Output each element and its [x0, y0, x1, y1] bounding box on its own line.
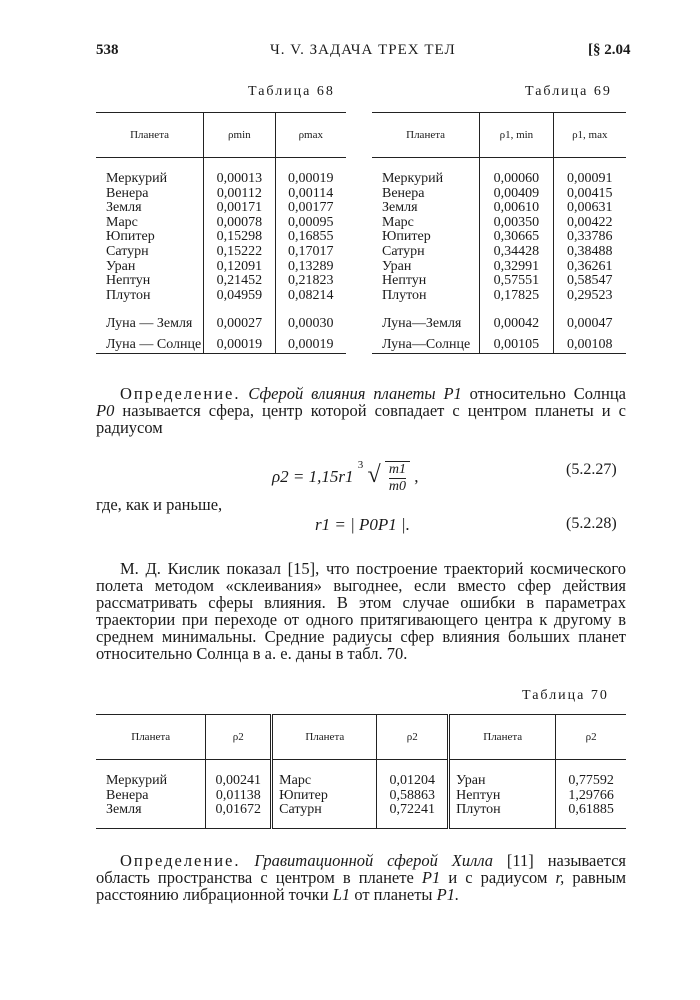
value-min: 0,30665: [480, 230, 553, 245]
table-row: [96, 216, 346, 231]
definition-term: Гравитационной сферой Хилла: [254, 851, 493, 870]
formula-5-2-27: [272, 458, 419, 495]
planet-name: Марс: [382, 214, 414, 230]
definition-label: Определение.: [120, 384, 241, 403]
symbol-r: r,: [555, 868, 565, 887]
planet-name: Плутон: [449, 803, 556, 818]
value-max: 0,00631: [553, 201, 626, 216]
planet-name: Нептун: [449, 789, 556, 804]
planet-name: Марс: [272, 774, 377, 789]
table-row: [96, 230, 346, 245]
table70-header-rho: ρ2: [206, 715, 272, 760]
value-min: 0,15222: [204, 245, 275, 260]
value-min: 0,21452: [204, 274, 275, 289]
value-max: 0,29523: [553, 289, 626, 304]
value-min: 0,57551: [480, 274, 553, 289]
planet-name: Луна—Земля: [382, 316, 462, 332]
value-min: 0,00112: [204, 187, 275, 202]
planet-name: Юпитер: [106, 229, 155, 245]
planet-name: Плутон: [106, 287, 151, 303]
denominator: m0: [388, 479, 407, 494]
value-max: 0,21823: [275, 274, 346, 289]
running-title: Ч. V. ЗАДАЧА ТРЕХ ТЕЛ: [270, 42, 456, 58]
value-min: 0,00078: [204, 216, 275, 231]
value-max: 0,58547: [553, 274, 626, 289]
planet-name: Меркурий: [106, 171, 168, 186]
value-min: 0,00105: [480, 338, 553, 353]
table70-header-rho: ρ2: [556, 715, 626, 760]
table69-header-planet: Планета: [372, 113, 480, 158]
planet-name: Нептун: [382, 273, 427, 289]
value-min: 0,12091: [204, 260, 275, 275]
value-max: 0,00108: [553, 338, 626, 353]
value-min: 0,00350: [480, 216, 553, 231]
table-row: [372, 201, 626, 216]
value-min: 0,00610: [480, 201, 553, 216]
table70: [96, 714, 626, 829]
value-min: 0,00027: [204, 317, 275, 332]
value-min: 0,00060: [480, 172, 553, 187]
table-row: [372, 187, 626, 202]
planet-name: Сатурн: [382, 243, 425, 259]
root-index: 3: [357, 458, 364, 471]
value-max: 0,08214: [275, 289, 346, 304]
value-rho: 0,58863: [377, 789, 449, 804]
value-max: 0,36261: [553, 260, 626, 275]
value-max: 0,16855: [275, 230, 346, 245]
planet-name: Луна — Земля: [106, 316, 193, 332]
planet-name: Сатурн: [272, 803, 377, 818]
table-row: [96, 187, 346, 202]
table-row: [96, 774, 626, 789]
table70-header-planet: Планета: [449, 715, 556, 760]
value-rho: 0,01138: [206, 789, 272, 804]
value-max: 0,00095: [275, 216, 346, 231]
definition-term: Сферой влияния планеты P1: [248, 384, 462, 403]
planet-name: Венера: [106, 787, 149, 803]
value-max: 0,00019: [275, 172, 346, 187]
table-row: [372, 172, 626, 187]
planet-name: Венера: [382, 185, 425, 201]
definition-text: относительно Солнца: [469, 384, 626, 403]
value-min: 0,00409: [480, 187, 553, 202]
value-max: 0,00019: [275, 338, 346, 353]
table-row: [96, 201, 346, 216]
value-rho: 0,77592: [556, 774, 626, 789]
value-max: 0,00030: [275, 317, 346, 332]
table69-header-max: ρ1, max: [553, 113, 626, 158]
value-rho: 1,29766: [556, 789, 626, 804]
table-row: [96, 289, 346, 304]
value-min: 0,00042: [480, 317, 553, 332]
formula-lhs: ρ2 = 1,15r1: [272, 466, 354, 486]
formula-tail: ,: [414, 466, 419, 486]
value-min: 0,04959: [204, 289, 275, 304]
value-min: 0,00019: [204, 338, 275, 353]
table-row: [96, 803, 626, 818]
planet-name: Земля: [106, 200, 142, 216]
table70-header-rho: ρ2: [377, 715, 449, 760]
table-row: [96, 274, 346, 289]
table70-caption: Таблица 70: [522, 688, 609, 703]
planet-name: Земля: [106, 802, 142, 818]
definition-label: Определение.: [120, 851, 241, 870]
table69-header-min: ρ1, min: [480, 113, 553, 158]
symbol-p1: P1: [421, 868, 441, 887]
table69: [372, 112, 626, 354]
table-row: [372, 230, 626, 245]
definition-text: от планеты: [354, 885, 433, 904]
planet-name: Луна — Солнце: [96, 338, 204, 353]
value-max: 0,38488: [553, 245, 626, 260]
value-max: 0,00114: [275, 187, 346, 202]
definition-sphere-of-influence: [96, 385, 626, 436]
planet-name: Сатурн: [106, 243, 149, 259]
planet-name: Уран: [106, 258, 136, 274]
value-rho: 0,01672: [206, 803, 272, 818]
value-max: 0,00047: [553, 317, 626, 332]
value-max: 0,13289: [275, 260, 346, 275]
table-row: [96, 317, 346, 332]
table68-header-planet: Планета: [96, 113, 204, 158]
planet-name: Уран: [449, 774, 556, 789]
numerator: m1: [388, 462, 407, 477]
table68: [96, 112, 346, 354]
planet-name: Марс: [106, 214, 138, 230]
planet-name: Юпитер: [382, 229, 431, 245]
definition-text: и с радиусом: [448, 868, 548, 887]
symbol-p0: P0: [96, 401, 115, 420]
planet-name: Нептун: [106, 273, 151, 289]
planet-name: Венера: [106, 185, 149, 201]
definition-text: называется сфера, центр которой совпадает с центром планеты и с радиусом: [96, 401, 626, 437]
radical-sign: √: [367, 461, 381, 488]
symbol-p1: P1.: [436, 885, 460, 904]
where-text: где, как и раньше,: [96, 495, 223, 514]
planet-name: Земля: [382, 200, 418, 216]
value-rho: 0,61885: [556, 803, 626, 818]
table-row: [372, 260, 626, 275]
planet-name: Луна—Солнце: [372, 338, 480, 353]
value-max: 0,00415: [553, 187, 626, 202]
formula-5-2-28: r1 = | P0P1 |.: [315, 515, 410, 534]
table-row: [372, 274, 626, 289]
value-min: 0,15298: [204, 230, 275, 245]
value-min: 0,00171: [204, 201, 275, 216]
definition-text: [11] называется область пространства с центром в планете: [96, 851, 626, 887]
definition-text: равным расстоянию либрационной точки: [96, 868, 627, 904]
definition-hill-sphere: [96, 852, 626, 903]
planet-name: Меркурий: [106, 773, 168, 788]
page-number: 538: [96, 42, 119, 58]
table68-caption: Таблица 68: [248, 84, 335, 99]
planet-name: Юпитер: [272, 789, 377, 804]
planet-name: Уран: [382, 258, 412, 274]
table70-header-planet: Планета: [96, 715, 206, 760]
table-row: [372, 289, 626, 304]
fraction: [385, 461, 410, 495]
planet-name: Меркурий: [382, 171, 444, 186]
equation-number: (5.2.27): [566, 461, 617, 478]
value-max: 0,00091: [553, 172, 626, 187]
table-row: [96, 260, 346, 275]
value-max: 0,17017: [275, 245, 346, 260]
value-max: 0,00177: [275, 201, 346, 216]
value-max: 0,00422: [553, 216, 626, 231]
value-min: 0,34428: [480, 245, 553, 260]
table70-header-planet: Планета: [272, 715, 377, 760]
value-rho: 0,01204: [377, 774, 449, 789]
table-row: [96, 172, 346, 187]
value-min: 0,17825: [480, 289, 553, 304]
value-min: 0,00013: [204, 172, 275, 187]
table-row: [372, 245, 626, 260]
equation-number: (5.2.28): [566, 515, 617, 532]
table68-header-max: ρmax: [275, 113, 346, 158]
table-row: [372, 216, 626, 231]
value-min: 0,32991: [480, 260, 553, 275]
table-row: [96, 245, 346, 260]
value-rho: 0,00241: [206, 774, 272, 789]
table-row: [96, 789, 626, 804]
symbol-l1: L1: [332, 885, 351, 904]
table69-caption: Таблица 69: [525, 84, 612, 99]
value-max: 0,33786: [553, 230, 626, 245]
table-row: [96, 338, 346, 353]
paragraph-kislik: М. Д. Кислик показал [15], что построение траекторий космического полета методом «склеивания» выгоднее, если вместо сфер действия рассматривать сферы влияния. В этом случае ошибки в параметрах траектории при переходе от одного притягивающего центра к другому в среднем минимальны. Средние радиусы сфер влияния больших планет относительно Солнца в а. е. даны в табл. 70.: [96, 559, 626, 663]
table68-header-min: ρmin: [204, 113, 275, 158]
section-marker: [§ 2.04: [588, 42, 631, 58]
table-row: [372, 338, 626, 353]
value-rho: 0,72241: [377, 803, 449, 818]
planet-name: Плутон: [382, 287, 427, 303]
table-row: [372, 317, 626, 332]
